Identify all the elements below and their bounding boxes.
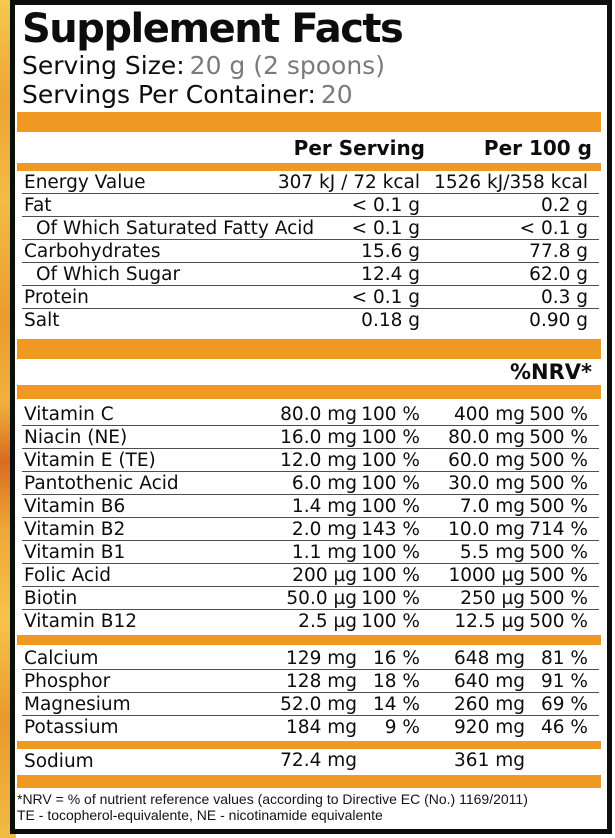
per-100g-nrv: 500 % (529, 404, 588, 425)
per-serving-nrv: 100 % (361, 588, 420, 609)
per-serving-nrv: 100 % (361, 542, 420, 563)
per-serving-amount: 72.4 mg (280, 750, 357, 771)
per-100g-value: 1526 kJ/358 kcal (434, 172, 588, 193)
per-100g-amount: 80.0 mg (448, 427, 525, 448)
nutrient-name: Vitamin B1 (24, 542, 126, 563)
vitamin-row (22, 587, 599, 610)
per-serving-amount: 1.4 mg (291, 496, 357, 517)
mineral-row (22, 716, 599, 739)
servings-per-container-label: Servings Per Container: (22, 80, 316, 109)
nutrient-name: Calcium (24, 648, 99, 669)
nutrient-row (22, 240, 599, 263)
per-100g-nrv: 500 % (529, 450, 588, 471)
per-serving-amount: 6.0 mg (291, 473, 357, 494)
vitamin-row (22, 495, 599, 518)
per-serving-nrv: 100 % (361, 427, 420, 448)
per-100g-amount: 1000 µg (448, 565, 525, 586)
per-serving-amount: 2.5 µg (298, 611, 357, 632)
per-100g-amount: 250 µg (460, 588, 525, 609)
per-serving-value: < 0.1 g (351, 195, 420, 216)
divider-bar (17, 112, 601, 132)
per-100g-column-header: Per 100 g (483, 136, 592, 160)
nutrient-name: Salt (24, 310, 60, 331)
divider-bar (17, 339, 601, 359)
nutrient-name: Vitamin B12 (24, 611, 137, 632)
per-100g-value: 0.3 g (540, 287, 588, 308)
per-100g-value: 62.0 g (529, 264, 588, 285)
divider-bar (17, 775, 601, 788)
vitamin-row (22, 403, 599, 426)
nutrient-name: Fat (24, 195, 52, 216)
nutrient-name: Potassium (24, 717, 119, 738)
per-100g-amount: 30.0 mg (448, 473, 525, 494)
mineral-row (22, 647, 599, 670)
sodium-row (22, 749, 599, 775)
servings-per-container-value: 20 (320, 80, 353, 109)
per-100g-value: 77.8 g (529, 241, 588, 262)
divider-bar (17, 635, 601, 645)
macros-table (22, 171, 599, 332)
per-100g-nrv: 69 % (541, 694, 588, 715)
per-serving-value: 307 kJ / 72 kcal (277, 172, 420, 193)
per-serving-nrv: 100 % (361, 404, 420, 425)
per-serving-nrv: 143 % (361, 519, 420, 540)
mineral-row (22, 670, 599, 693)
per-100g-amount: 260 mg (454, 694, 525, 715)
nutrient-name: Carbohydrates (24, 241, 161, 262)
per-100g-value: < 0.1 g (519, 218, 588, 239)
serving-size-value: 20 g (2 spoons) (189, 51, 385, 80)
serving-size-line (22, 51, 599, 80)
per-100g-nrv: 500 % (529, 611, 588, 632)
per-100g-amount: 10.0 mg (448, 519, 525, 540)
per-100g-nrv: 91 % (541, 671, 588, 692)
nutrient-row (22, 171, 599, 194)
nutrient-name: Vitamin E (TE) (24, 450, 156, 471)
per-100g-nrv: 81 % (541, 648, 588, 669)
per-serving-amount: 1.1 mg (291, 542, 357, 563)
nutrient-row (22, 309, 599, 332)
nutrient-row (22, 263, 599, 286)
per-serving-nrv: 100 % (361, 496, 420, 517)
per-100g-amount: 648 mg (454, 648, 525, 669)
per-serving-value: < 0.1 g (351, 218, 420, 239)
per-100g-nrv: 500 % (529, 473, 588, 494)
per-100g-nrv: 500 % (529, 427, 588, 448)
supplement-facts-panel (10, 0, 612, 834)
vitamins-table (22, 403, 599, 633)
per-serving-amount: 128 mg (286, 671, 357, 692)
minerals-table (22, 647, 599, 739)
nutrient-name: Sodium (24, 751, 94, 772)
per-serving-nrv: 100 % (361, 565, 420, 586)
per-100g-nrv: 46 % (541, 717, 588, 738)
nutrient-name: Niacin (NE) (24, 427, 128, 448)
per-serving-amount: 80.0 mg (280, 404, 357, 425)
per-serving-amount: 129 mg (286, 648, 357, 669)
per-serving-amount: 200 µg (292, 565, 357, 586)
mineral-row (22, 693, 599, 716)
per-100g-nrv: 500 % (529, 542, 588, 563)
per-serving-amount: 184 mg (286, 717, 357, 738)
per-100g-amount: 400 mg (454, 404, 525, 425)
nutrient-name: Vitamin C (24, 404, 114, 425)
nutrient-name: Magnesium (24, 694, 131, 715)
per-100g-amount: 60.0 mg (448, 450, 525, 471)
per-100g-nrv: 500 % (529, 565, 588, 586)
vitamin-row (22, 610, 599, 633)
nutrient-name: Of Which Sugar (36, 264, 181, 285)
vitamin-row (22, 472, 599, 495)
panel-title: Supplement Facts (22, 6, 403, 52)
per-serving-nrv: 16 % (373, 648, 420, 669)
nutrient-name: Energy Value (24, 172, 146, 193)
per-serving-value: 0.18 g (361, 310, 420, 331)
per-serving-amount: 52.0 mg (280, 694, 357, 715)
servings-per-container-line (22, 80, 599, 109)
per-100g-amount: 5.5 mg (459, 542, 525, 563)
per-serving-value: 15.6 g (361, 241, 420, 262)
per-serving-amount: 50.0 µg (286, 588, 357, 609)
nrv-header: %NRV* (509, 360, 592, 384)
per-100g-value: 0.2 g (540, 195, 588, 216)
vitamin-row (22, 518, 599, 541)
vitamin-row (22, 449, 599, 472)
per-100g-amount: 920 mg (454, 717, 525, 738)
per-serving-nrv: 100 % (361, 611, 420, 632)
footnote-line: *NRV = % of nutrient reference values (according to Directive EC (No.) 1169/2011) (17, 791, 528, 807)
column-headers (22, 132, 599, 163)
per-serving-nrv: 9 % (384, 717, 420, 738)
divider-bar (17, 163, 601, 171)
per-serving-nrv: 18 % (373, 671, 420, 692)
per-serving-column-header: Per Serving (293, 136, 425, 160)
per-100g-nrv: 714 % (529, 519, 588, 540)
per-serving-amount: 16.0 mg (280, 427, 357, 448)
nutrient-name: Of Which Saturated Fatty Acid (36, 218, 315, 239)
nutrient-name: Biotin (24, 588, 78, 609)
per-serving-value: 12.4 g (361, 264, 420, 285)
divider-bar (17, 741, 601, 749)
nutrient-row (22, 194, 599, 217)
per-serving-amount: 12.0 mg (280, 450, 357, 471)
nutrient-name: Protein (24, 287, 89, 308)
serving-size-label: Serving Size: (22, 51, 185, 80)
divider-bar (17, 385, 601, 399)
per-100g-nrv: 500 % (529, 588, 588, 609)
per-100g-amount: 12.5 µg (454, 611, 525, 632)
footnotes (17, 791, 599, 823)
per-100g-amount: 7.0 mg (459, 496, 525, 517)
vitamin-row (22, 564, 599, 587)
vitamin-row (22, 426, 599, 449)
per-serving-amount: 2.0 mg (291, 519, 357, 540)
nutrient-name: Vitamin B2 (24, 519, 126, 540)
per-serving-nrv: 100 % (361, 473, 420, 494)
per-serving-value: < 0.1 g (351, 287, 420, 308)
per-100g-nrv: 500 % (529, 496, 588, 517)
per-serving-nrv: 14 % (373, 694, 420, 715)
per-100g-amount: 640 mg (454, 671, 525, 692)
per-100g-value: 0.90 g (529, 310, 588, 331)
nutrient-row (22, 286, 599, 309)
nutrient-name: Folic Acid (24, 565, 112, 586)
nutrient-name: Phosphor (24, 671, 111, 692)
vitamin-row (22, 541, 599, 564)
nutrient-name: Vitamin B6 (24, 496, 126, 517)
nutrient-row (22, 217, 599, 240)
per-100g-amount: 361 mg (454, 750, 525, 771)
per-serving-nrv: 100 % (361, 450, 420, 471)
nutrient-name: Pantothenic Acid (24, 473, 179, 494)
footnote-line: TE - tocopherol-equivalente, NE - nicotinamide equivalente (17, 807, 383, 823)
